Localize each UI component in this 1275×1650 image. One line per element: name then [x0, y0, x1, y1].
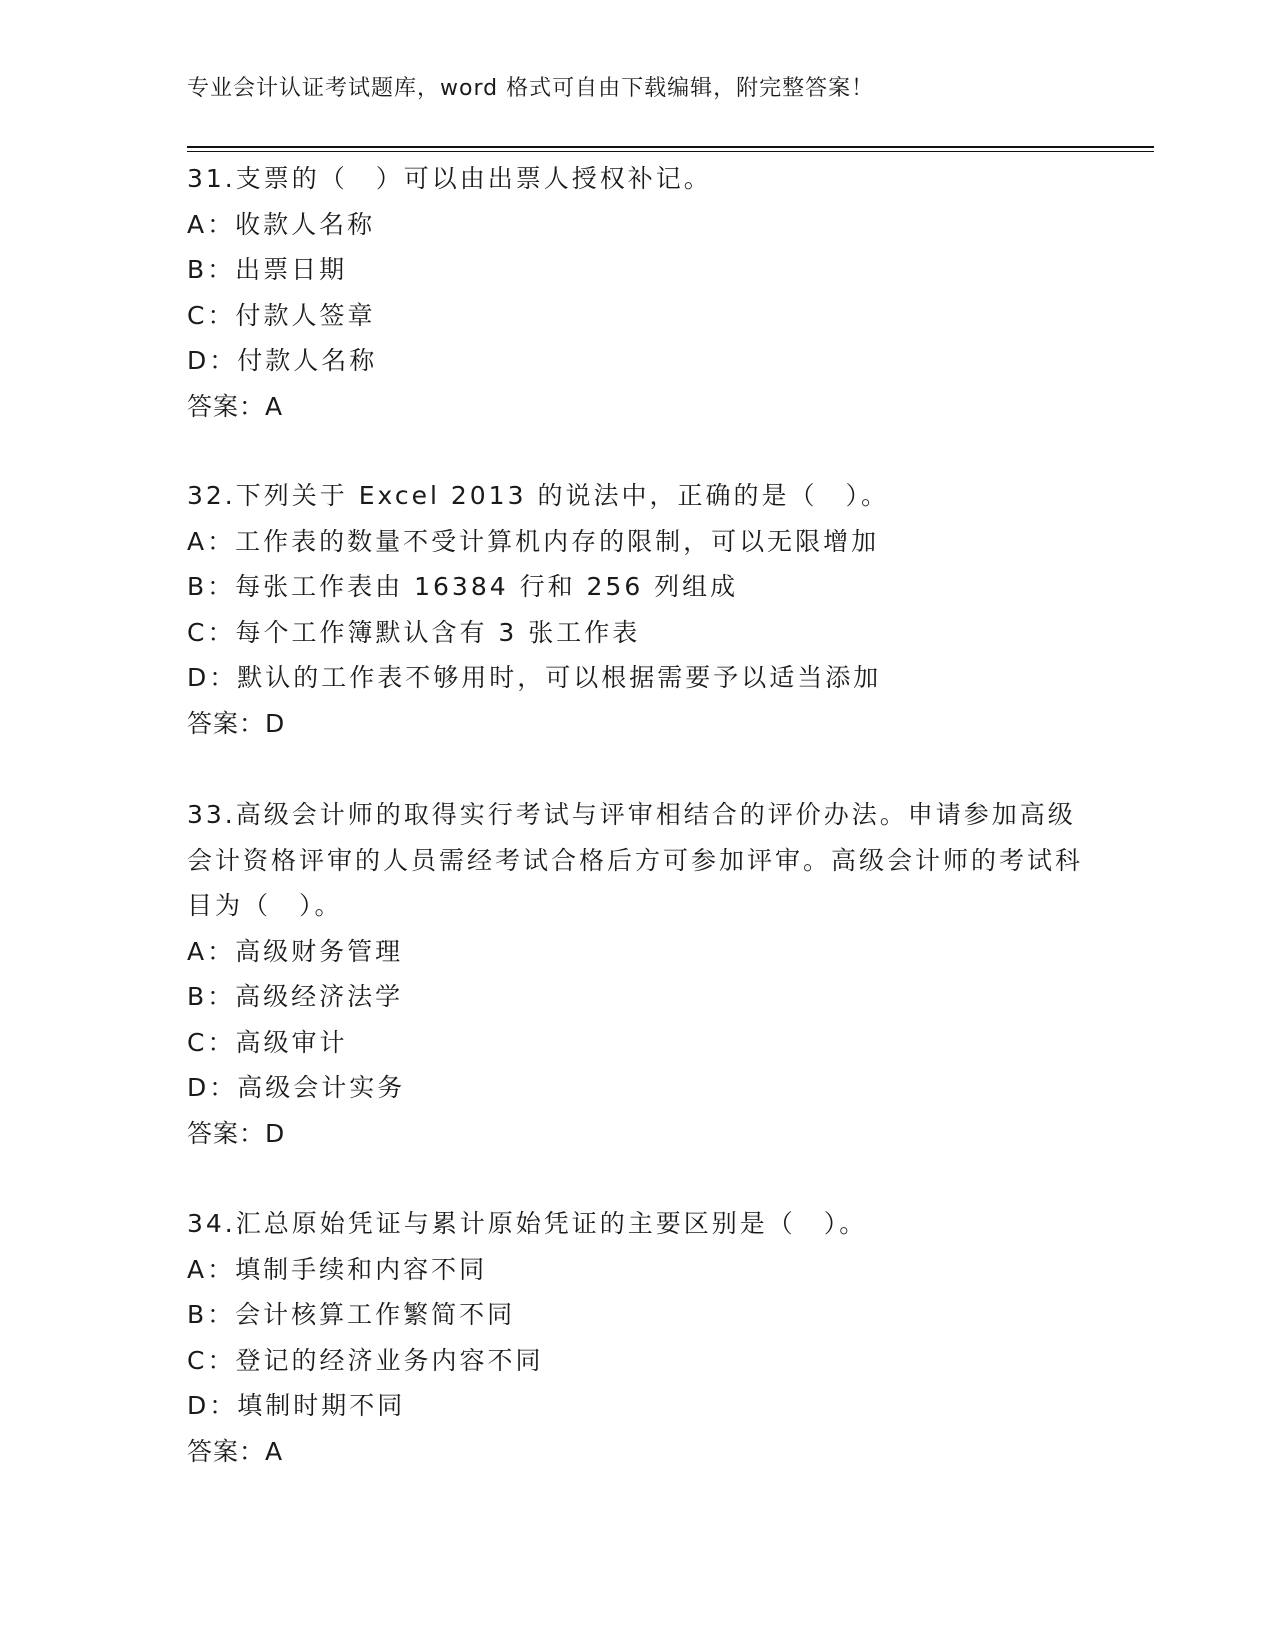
- question-stem: 31.支票的（ ）可以由出票人授权补记。: [187, 164, 712, 193]
- option-a: A：工作表的数量不受计算机内存的限制，可以无限增加: [187, 526, 880, 556]
- question-stem: 32.下列关于 Excel 2013 的说法中，正确的是（ ）。: [187, 481, 889, 510]
- option-c: C：付款人签章: [187, 300, 376, 330]
- answer: 答案：A: [187, 391, 284, 421]
- option-d: D：填制时期不同: [187, 1391, 406, 1420]
- question-stem: 34.汇总原始凭证与累计原始凭证的主要区别是（ ）。: [187, 1209, 868, 1238]
- option-b: B：会计核算工作繁简不同: [187, 1300, 516, 1329]
- option-a: A：收款人名称: [187, 209, 376, 239]
- question-34: [187, 1201, 1087, 1474]
- page-header: 专业会计认证考试题库，word 格式可自由下载编辑，附完整答案！: [187, 76, 875, 101]
- option-d: D：默认的工作表不够用时，可以根据需要予以适当添加: [187, 663, 882, 692]
- option-c: C：每个工作簿默认含有 3 张工作表: [187, 617, 641, 647]
- answer: 答案：A: [187, 1436, 284, 1466]
- option-b: B：高级经济法学: [187, 982, 404, 1011]
- option-c: C：登记的经济业务内容不同: [187, 1345, 544, 1375]
- option-c: C：高级审计: [187, 1027, 348, 1057]
- question-32: [187, 473, 1087, 746]
- option-a: A：高级财务管理: [187, 936, 404, 966]
- option-b: B：每张工作表由 16384 行和 256 列组成: [187, 572, 739, 601]
- option-b: B：出票日期: [187, 255, 348, 284]
- header-divider: [187, 146, 1154, 152]
- question-stem: 33.高级会计师的取得实行考试与评审相结合的评价办法。申请参加高级会计资格评审的人员需经考试合格后方可参加评审。高级会计师的考试科目为（ ）。: [187, 800, 1084, 920]
- option-d: D：付款人名称: [187, 346, 378, 375]
- question-33: [187, 792, 1087, 1156]
- option-d: D：高级会计实务: [187, 1073, 406, 1102]
- answer: 答案：D: [187, 708, 286, 738]
- question-31: [187, 156, 1087, 429]
- option-a: A：填制手续和内容不同: [187, 1254, 488, 1284]
- answer: 答案：D: [187, 1118, 286, 1148]
